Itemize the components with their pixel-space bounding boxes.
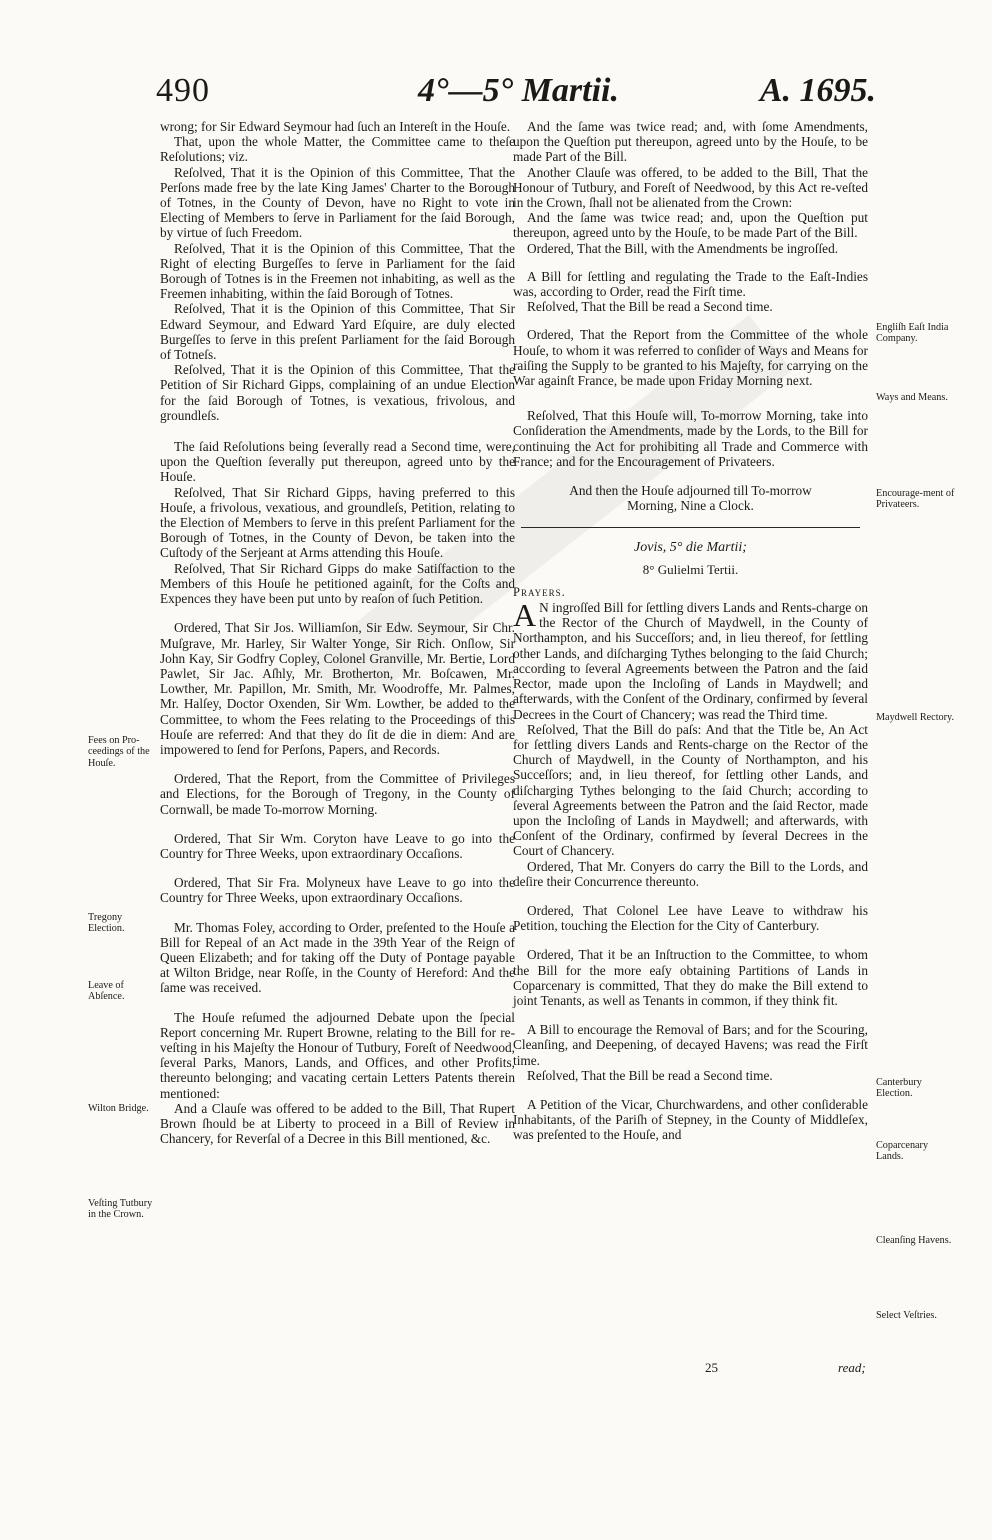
paragraph: Another Clauſe was offered, to be added to the Bill, That the Honour of Tutbury, and Foreſt of Needwood, by this Act re-veſted in the Crown, ſhall not be alienated from the Crown: [513,164,868,211]
paragraph-vestries: A Petition of the Vicar, Churchwardens, and other conſiderable Inhabitants, of the Pariſh of Stepney, in the County of Middleſex, was preſented to the Houſe, and [513,1096,868,1143]
right-column [513,119,868,1143]
paragraph-text: N ingroſſed Bill for ſettling divers Lands and Rents-charge on the Rector of the Church of Maydwell, in the County of Northampton, and his Succeſſors; and, in lieu thereof, for ſettling other Lands, and diſcharging Tythes belonging to the ſaid Church; according to ſeveral Agreements between the Patron and the ſaid Rector, made upon the Incloſing of Lands in Maydwell; and afterwards, with the Conſent of the Ordinary, confirmed by ſeveral Decrees in the Court of Chancery; was read the Third time. [513,600,868,722]
margin-note-ways: Ways and Means. [876,392,948,403]
paragraph-tutbury: The Houſe reſumed the adjourned Debate upon the ſpecial Report concerning Mr. Rupert Browne, relating to the Bill for re-veſting in his Majeſty the Honour of Tutbury, Foreſt of Needwood, ſeveral Parks, Manors, Lands, and Offices, and other Profits, thereunto belonging; and vacating certain Letters Patents therein mentioned: [160,1009,515,1101]
day-subtitle: 8° Gulielmi Tertii. [642,561,739,577]
margin-note-maydwell: Maydwell Rectory. [876,712,954,723]
paragraph: And a Clauſe was offered to be added to the Bill, That Rupert Brown ſhould be at Liberty to proceed in a Bill of Review in Chancery, for Reverſal of a Decree in this Bill mentioned, &c. [160,1100,515,1147]
left-column [160,119,515,1146]
paragraph-privateers: Reſolved, That this Houſe will, To-morrow Morning, take into Conſideration the Amendments, made by the Lords, to the Bill for continuing the Act for prohibiting all Trade and Commerce with France; and for the Encouragement of Privateers. [513,408,868,469]
margin-note-vestries: Select Veſtries. [876,1310,937,1321]
page-number: 490 [156,72,210,109]
paragraph: Reſolved, That it is the Opinion of this Committee, That Sir Edward Seymour, and Edward Yard Eſquire, are duly elected Burgeſſes to ſerve in this preſent Parliament for the ſaid Borough of Totneſs. [160,301,515,363]
paragraph: That, upon the whole Matter, the Committee came to theſe Reſolutions; viz. [160,134,515,165]
prayers-heading: Prayers. [513,584,566,599]
paragraph: And the ſame was twice read; and, upon the Queſtion put thereupon, agreed unto by the Houſe, to be made Part of the Bill. [513,210,868,241]
paragraph-fees: Ordered, That Sir Jos. Williamſon, Sir Edw. Seymour, Sir Chr. Muſgrave, Mr. Harley, Sir Walter Yonge, Sir Rich. Onſlow, Sir John Kay, Sir Godfry Copley, Colonel Granville, Mr. Bertie, Lord Pawlet, Sir Jac. Aſhly, Mr. Brotherton, Mr. Boſcawen, Mr. Lowther, Mr. Papillon, Mr. Smith, Mr. Woodroffe, Mr. Palmes, Mr. Halſey, Doctor Oxenden, Sir Wm. Lowther, be added to the Committee, to whom the Fees relating to the Proceedings of this Houſe are referred: And that they do ſit de die in diem: And are impowered to ſend for Perſons, Papers, and Records. [160,620,515,757]
margin-note-leave: Leave of Abſence. [88,980,125,1003]
margin-note-privateers: Encourage-ment of Privateers. [876,488,955,511]
paragraph-coparcenary: Ordered, That it be an Inſtruction to the Committee, to whom the Bill for the more eaſy obtaining Partitions of Lands in Coparcenary is committed, That they do make the Bill extend to joint Tenants, as well as Tenants in common, if they think fit. [513,947,868,1008]
running-date: 4°—5° Martii. [418,72,619,109]
paragraph: Reſolved, That the Bill be read a Second time. [527,1067,773,1083]
paragraph: Reſolved, That it is the Opinion of this Committee, That the Right of electing Burgeſſes to ſerve in Parliament for the ſaid Borough of Totnes is in the Freemen not inhabiting, as well as the Freemen inhabiting, within the ſaid Borough of Totnes. [160,240,515,302]
paragraph-east-india: A Bill for ſettling and regulating the Trade to the Eaſt-Indies was, according to Order, read the Firſt time. [513,268,868,300]
paragraph: Reſolved, That Sir Richard Gipps, having preferred to this Houſe, a frivolous, vexatious, and groundleſs, Petition, relating to the Election of Members to ſerve in this preſent Parliament for the Borough of Totnes, in the County of Devon, be taken into the Cuſtody of the Serjeant at Arms attending this Houſe. [160,484,515,561]
paragraph-maydwell [513,597,868,722]
paragraph: The ſaid Reſolutions being ſeverally read a Second time, were, upon the Queſtion ſeverally put thereupon, agreed unto by the Houſe. [160,439,515,485]
paragraph-leave-coryton: Ordered, That Sir Wm. Coryton have Leave to go into the Country for Three Weeks, upon extraordinary Occaſions. [160,830,515,861]
paragraph-tregony: Ordered, That the Report, from the Committee of Privileges and Elections, for the Borough of Tregony, in the County of Cornwall, be made To-morrow Morning. [160,771,515,817]
margin-note-wilton: Wilton Bridge. [88,1103,149,1114]
margin-note-vesting: Veſting Tutbury in the Crown. [88,1198,153,1221]
adjournment: And then the Houſe adjourned till To-morrow Morning, Nine a Clock. [569,483,812,514]
drop-cap: A [513,597,537,634]
page-header [150,72,890,118]
paragraph: Reſolved, That the Bill be read a Second time. [527,299,773,315]
paragraph: Ordered, That Mr. Conyers do carry the Bill to the Lords, and deſire their Concurrence thereunto. [513,858,868,889]
margin-note-havens: Cleanſing Havens. [876,1235,952,1246]
catchword: read; [838,1360,866,1375]
paragraph: Reſolved, That the Bill do paſs: And that the Title be, An Act for ſettling divers Lands and Rents-charge on the Rector of the Church of Maydwell, in the County of Northampton, and his Succeſſors; and, in lieu thereof, for ſettling other Lands, and diſcharging Tythes belonging to the ſaid Church; according to ſeveral Agreements between the Patron and the ſaid Rector, made upon the Incloſing of Lands in Maydwell; and afterwards, with Conſent of the Ordinary, confirmed by ſeveral Decrees in the Court of Chancery. [513,721,868,859]
paragraph-canterbury: Ordered, That Colonel Lee have Leave to withdraw his Petition, touching the Election for the City of Canterbury. [513,902,868,934]
running-year: A. 1695. [759,72,876,109]
paragraph: Ordered, That the Bill, with the Amendments be ingroſſed. [527,240,839,256]
paragraph: And the ſame was twice read; and, with ſome Amendments, upon the Queſtion put thereupon, agreed unto by the Houſe, to be made Part of the Bill. [513,119,868,165]
margin-note-fees: Fees on Pro-ceedings of the Houſe. [88,735,150,769]
paragraph-wilton: Mr. Thomas Foley, according to Order, preſented to the Houſe a Bill for Repeal of an Act made in the 39th Year of the Reign of Queen Elizabeth; and for taking off the Duty of Pontage payable at Wilton Bridge, near Roſſe, in the County of Hereford: And the ſame was received. [160,919,515,996]
margin-note-canterbury: Canterbury Election. [876,1077,922,1100]
signature-mark: 25 [705,1360,718,1375]
paragraph-leave-molyneux: Ordered, That Sir Fra. Molyneux have Leave to go into the Country for Three Weeks, upon extraordinary Occaſions. [160,875,515,906]
paragraph: wrong; for Sir Edward Seymour had ſuch an Intereſt in the Houſe. [160,119,511,134]
paragraph: Reſolved, That it is the Opinion of this Committee, That the Perſons made free by the late King James' Charter to the Borough of Totnes, in the County of Devon, have no Right to vote in Electing of Members to ſerve in Parliament for the ſaid Borough, by virtue of ſuch Freedom. [160,164,515,241]
margin-note-east-india: Engliſh Eaſt India Company. [876,322,949,345]
section-divider [521,527,860,528]
margin-note-coparcenary: Coparcenary Lands. [876,1140,929,1163]
paragraph-havens: A Bill to encourage the Removal of Bars; and for the Scouring, Cleanſing, and Deepening, of decayed Havens; was read the Firſt time. [513,1022,868,1068]
margin-note-tregony: Tregony Election. [88,912,125,935]
paragraph-ways-means: Ordered, That the Report from the Committee of the whole Houſe, to whom it was referred to conſider of Ways and Means for raiſing the Supply to be granted to his Majeſty, for carrying on the War againſt France, be made upon Friday Morning next. [513,327,868,389]
paragraph: Reſolved, That it is the Opinion of this Committee, That the Petition of Sir Richard Gipps, complaining of an undue Election for the ſaid Borough of Totnes, is vexatious, frivolous, and groundleſs. [160,362,515,423]
paragraph: Reſolved, That Sir Richard Gipps do make Satiſfaction to the Members of this Houſe he petitioned againſt, for the Coſts and Expences they have been put unto by reaſon of ſuch Petition. [160,560,515,607]
day-title: Jovis, 5° die Martii; [634,540,747,556]
